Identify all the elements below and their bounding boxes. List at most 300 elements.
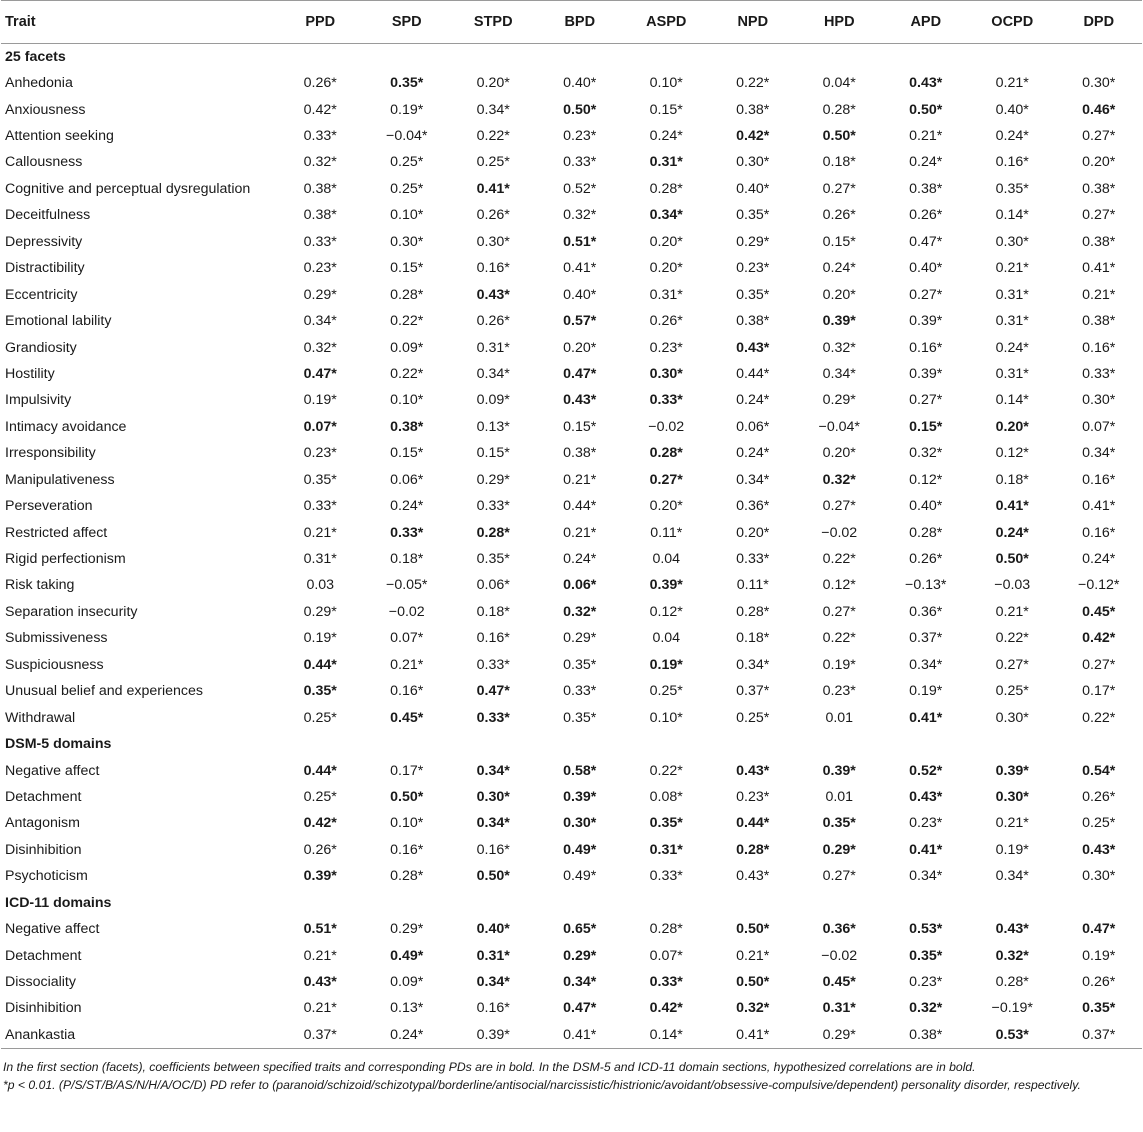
header-bpd: BPD [537,1,624,44]
coefficient-cell: 0.03 [306,577,335,594]
coefficient-cell: 0.13* [476,418,510,435]
coefficient-cell: 0.34* [909,656,943,673]
coefficient-cell: 0.42* [303,101,337,118]
coefficient-cell: 0.35* [303,471,337,488]
coefficient-cell: 0.39* [563,788,597,805]
coefficient-cell: 0.30* [476,788,510,805]
coefficient-cell: 0.41* [995,498,1029,515]
coefficient-cell: 0.41* [710,1022,797,1048]
coefficient-cell: 0.33* [303,498,337,515]
coefficient-cell: 0.28* [909,524,943,541]
coefficient-cell: 0.43* [303,974,337,991]
coefficient-cell: 0.37* [277,1022,364,1048]
coefficient-cell: 0.38* [909,180,943,197]
section-title: 25 facets [5,48,66,65]
coefficient-cell: 0.31* [995,313,1029,330]
coefficient-cell: 0.15* [476,445,510,462]
trait-label: Dissociality [5,974,76,991]
trait-label: Grandiosity [5,339,77,356]
coefficient-cell: 0.16* [1082,471,1116,488]
coefficient-cell: 0.16* [476,260,510,277]
coefficient-cell: 0.24* [995,524,1029,541]
coefficient-cell: 0.27* [995,656,1029,673]
coefficient-cell: 0.16* [909,339,943,356]
coefficient-cell: 0.10* [390,392,424,409]
coefficient-cell: 0.30* [995,233,1029,250]
coefficient-cell: 0.24* [390,498,424,515]
table-row [1,255,1142,281]
coefficient-cell: 0.21* [303,1000,337,1017]
coefficient-cell: −0.02 [821,524,858,541]
coefficient-cell: 0.08* [649,788,683,805]
coefficient-cell: 0.34* [822,365,856,382]
coefficient-cell: 0.32* [303,154,337,171]
section-header-row [1,890,1142,916]
trait-label: Negative affect [5,762,100,779]
coefficient-cell: 0.16* [476,1000,510,1017]
header-aspd: ASPD [623,1,710,44]
coefficient-cell: −0.19* [991,1000,1033,1017]
coefficient-cell: 0.16* [1082,339,1116,356]
coefficient-cell: 0.41* [476,180,510,197]
coefficient-cell: 0.39* [909,365,943,382]
coefficient-cell: 0.23* [563,128,597,145]
coefficient-cell: 0.22* [995,630,1029,647]
coefficient-cell: 0.26* [909,207,943,224]
footnote-line: *p < 0.01. (P/S/ST/B/AS/N/H/A/OC/D) PD refer to (paranoid/schizoid/schizotypal/borderline/antisocial/narcissistic/histrionic/avoidant/obsessive-compulsive/dependent) personality disorder, respectively. [3,1078,1081,1093]
coefficient-cell: 0.26* [303,841,337,858]
coefficient-cell: 0.53* [909,921,943,938]
coefficient-cell: 0.14* [995,392,1029,409]
coefficient-cell: 0.26* [1082,788,1116,805]
coefficient-cell: 0.29* [303,603,337,620]
coefficient-cell: 0.20* [822,286,856,303]
coefficient-cell: 0.19* [303,392,337,409]
coefficient-cell: 0.29* [303,286,337,303]
coefficient-cell: 0.25* [390,180,424,197]
coefficient-cell: 0.10* [390,815,424,832]
coefficient-cell: 0.27* [649,471,683,488]
trait-label: Attention seeking [5,128,114,145]
coefficient-cell: 0.27* [909,392,943,409]
coefficient-cell: 0.18* [995,471,1029,488]
coefficient-cell: 0.32* [563,603,597,620]
coefficient-cell: 0.22* [1082,709,1116,726]
coefficient-cell: 0.29* [476,471,510,488]
coefficient-cell: 0.32* [736,1000,770,1017]
coefficient-cell: 0.41* [563,260,597,277]
coefficient-cell: 0.38* [736,313,770,330]
coefficient-cell: 0.25* [303,788,337,805]
trait-label: Separation insecurity [5,603,138,620]
coefficient-cell: 0.65* [563,921,597,938]
trait-label: Manipulativeness [5,471,115,488]
coefficient-cell: 0.16* [476,630,510,647]
coefficient-cell: 0.29* [390,921,424,938]
coefficient-cell: 0.25* [649,683,683,700]
table-row [1,176,1142,202]
coefficient-cell: 0.01 [825,788,854,805]
table-row [1,229,1142,255]
coefficient-cell: 0.24* [364,1022,451,1048]
coefficient-cell: 0.19* [649,656,683,673]
coefficient-cell: 0.34* [476,101,510,118]
coefficient-cell: 0.43* [995,921,1029,938]
coefficient-cell: 0.40* [909,498,943,515]
header-hpd: HPD [796,1,883,44]
coefficient-cell: 0.16* [1082,524,1116,541]
coefficient-cell: 0.33* [476,498,510,515]
coefficient-cell: 0.20* [563,339,597,356]
coefficient-cell: 0.21* [995,815,1029,832]
coefficient-cell: 0.29* [563,947,597,964]
coefficient-cell: −0.12* [1078,577,1120,594]
coefficient-cell: 0.06* [563,577,597,594]
coefficient-cell: 0.29* [736,233,770,250]
trait-label: Withdrawal [5,709,76,726]
coefficient-cell: 0.20* [1082,154,1116,171]
coefficient-cell: 0.35* [822,815,856,832]
coefficient-cell: 0.40* [563,286,597,303]
coefficient-cell: 0.24* [1082,551,1116,568]
coefficient-cell: 0.15* [909,418,943,435]
coefficient-cell: 0.21* [1082,286,1116,303]
coefficient-cell: 0.49* [563,868,597,885]
table-row [1,784,1142,810]
table-row [1,599,1142,625]
coefficient-cell: −0.03 [994,577,1031,594]
coefficient-cell: 0.25* [995,683,1029,700]
coefficient-cell: 0.53* [969,1022,1056,1048]
coefficient-cell: 0.19* [995,841,1029,858]
coefficient-cell: 0.12* [649,603,683,620]
coefficient-cell: 0.19* [822,656,856,673]
table-row [1,96,1142,122]
coefficient-cell: 0.24* [736,392,770,409]
coefficient-cell: 0.27* [909,286,943,303]
coefficient-cell: 0.32* [909,1000,943,1017]
table-row [1,493,1142,519]
table-row [1,308,1142,334]
trait-label: Callousness [5,154,83,171]
coefficient-cell: 0.04 [652,551,681,568]
coefficient-cell: 0.28* [649,921,683,938]
coefficient-cell: 0.25* [1082,815,1116,832]
coefficient-cell: 0.39* [822,762,856,779]
coefficient-cell: 0.50* [736,921,770,938]
coefficient-cell: 0.12* [995,445,1029,462]
coefficient-cell: 0.21* [303,947,337,964]
coefficient-cell: 0.30* [1082,868,1116,885]
coefficient-cell: 0.04* [822,75,856,92]
coefficient-cell: 0.26* [909,551,943,568]
coefficient-cell: 0.24* [563,551,597,568]
coefficient-cell: 0.37* [1056,1022,1143,1048]
coefficient-cell: 0.21* [736,947,770,964]
trait-label: Detachment [5,788,82,805]
coefficient-cell: 0.25* [736,709,770,726]
trait-label: Cognitive and perceptual dysregulation [5,180,251,197]
coefficient-cell: −0.02 [648,418,685,435]
coefficient-cell: 0.34* [736,471,770,488]
coefficient-cell: 0.35* [909,947,943,964]
coefficient-cell: 0.26* [476,313,510,330]
coefficient-cell: 0.25* [303,709,337,726]
coefficient-cell: 0.23* [649,339,683,356]
coefficient-cell: 0.29* [796,1022,883,1048]
coefficient-cell: 0.28* [822,101,856,118]
coefficient-cell: 0.06* [476,577,510,594]
coefficient-cell: −0.04* [386,128,428,145]
coefficient-cell: 0.41* [909,709,943,726]
coefficient-cell: 0.39* [450,1022,537,1048]
coefficient-cell: 0.43* [736,339,770,356]
coefficient-cell: 0.11* [650,524,683,541]
coefficient-cell: 0.19* [1082,947,1116,964]
coefficient-cell: 0.28* [649,180,683,197]
coefficient-cell: 0.50* [390,788,424,805]
coefficient-cell: 0.38* [1082,233,1116,250]
coefficient-cell: 0.34* [995,868,1029,885]
table-row [1,863,1142,889]
coefficient-cell: 0.50* [909,101,943,118]
coefficient-cell: 0.33* [736,551,770,568]
section-title: ICD-11 domains [5,894,112,911]
coefficient-cell: 0.43* [476,286,510,303]
coefficient-cell: 0.31* [995,365,1029,382]
coefficient-cell: 0.26* [822,207,856,224]
coefficient-cell: 0.34* [303,313,337,330]
trait-label: Eccentricity [5,286,78,303]
coefficient-cell: 0.21* [995,75,1029,92]
header-apd: APD [883,1,970,44]
coefficient-cell: 0.31* [995,286,1029,303]
coefficient-cell: 0.44* [563,498,597,515]
coefficient-cell: 0.27* [822,180,856,197]
coefficient-cell: 0.38* [390,418,424,435]
table-body [1,44,1142,1049]
coefficient-cell: 0.47* [909,233,943,250]
table-row [1,969,1142,995]
trait-label: Negative affect [5,921,100,938]
coefficient-cell: 0.06* [736,418,770,435]
trait-label: Distractibility [5,260,85,277]
coefficient-cell: 0.28* [736,603,770,620]
coefficient-cell: 0.20* [649,233,683,250]
coefficient-cell: 0.34* [476,815,510,832]
table-row [1,678,1142,704]
table-row [1,704,1142,730]
coefficient-cell: 0.51* [563,233,597,250]
coefficient-cell: 0.15* [563,418,597,435]
coefficient-cell: 0.45* [822,974,856,991]
coefficient-cell: 0.15* [649,101,683,118]
trait-label: Submissiveness [5,630,108,647]
coefficient-cell: 0.41* [1082,260,1116,277]
coefficient-cell: −0.05* [386,577,428,594]
coefficient-cell: 0.34* [563,974,597,991]
coefficient-cell: 0.49* [563,841,597,858]
coefficient-cell: 0.41* [1082,498,1116,515]
header-ppd: PPD [277,1,364,44]
table-row [1,757,1142,783]
coefficient-cell: 0.42* [649,1000,683,1017]
trait-label: Perseveration [5,498,93,515]
coefficient-cell: 0.19* [390,101,424,118]
coefficient-cell: 0.15* [390,260,424,277]
coefficient-cell: 0.43* [736,868,770,885]
coefficient-cell: 0.10* [390,207,424,224]
coefficient-cell: 0.32* [822,339,856,356]
coefficient-cell: 0.23* [909,815,943,832]
coefficient-cell: 0.43* [909,75,943,92]
coefficient-cell: 0.21* [303,524,337,541]
coefficient-cell: 0.23* [736,260,770,277]
coefficient-cell: 0.23* [303,445,337,462]
coefficient-cell: 0.52* [563,180,597,197]
table-row [1,837,1142,863]
coefficient-cell: 0.40* [563,75,597,92]
coefficient-cell: 0.47* [476,683,510,700]
coefficient-cell: 0.11* [736,577,769,594]
coefficient-cell: 0.34* [476,974,510,991]
coefficient-cell: 0.15* [822,233,856,250]
coefficient-cell: −0.02 [821,947,858,964]
coefficient-cell: 0.28* [390,286,424,303]
coefficient-cell: 0.20* [995,418,1029,435]
coefficient-cell: 0.30* [649,365,683,382]
trait-label: Depressivity [5,233,83,250]
coefficient-cell: 0.32* [822,471,856,488]
footnote-line: In the first section (facets), coefficients between specified traits and corresponding PDs are in bold. In the DSM-5 and ICD-11 domain sections, hypothesized correlations are in bold. [3,1059,976,1074]
coefficient-cell: 0.33* [649,974,683,991]
coefficient-cell: 0.51* [303,921,337,938]
table-row [1,810,1142,836]
table-row [1,625,1142,651]
coefficient-cell: 0.43* [736,762,770,779]
table-row [1,652,1142,678]
coefficient-cell: 0.25* [390,154,424,171]
coefficient-cell: 0.29* [822,841,856,858]
coefficient-cell: 0.34* [909,868,943,885]
coefficient-cell: 0.20* [649,260,683,277]
coefficient-cell: 0.24* [736,445,770,462]
coefficient-cell: 0.31* [822,1000,856,1017]
coefficient-cell: 0.10* [649,709,683,726]
coefficient-cell: 0.58* [563,762,597,779]
coefficient-cell: 0.50* [563,101,597,118]
coefficient-cell: 0.34* [476,762,510,779]
coefficient-cell: 0.50* [822,128,856,145]
coefficient-cell: 0.47* [1082,921,1116,938]
coefficient-cell: 0.40* [476,921,510,938]
coefficient-cell: 0.33* [649,868,683,885]
section-header-row [1,731,1142,757]
coefficient-cell: 0.41* [537,1022,624,1048]
coefficient-cell: 0.24* [909,154,943,171]
trait-label: Anhedonia [5,75,73,92]
coefficient-cell: 0.47* [563,1000,597,1017]
coefficient-cell: 0.30* [995,709,1029,726]
coefficient-cell: 0.45* [1082,603,1116,620]
coefficient-cell: 0.24* [995,128,1029,145]
coefficient-cell: 0.31* [649,286,683,303]
trait-label: Intimacy avoidance [5,418,127,435]
coefficient-cell: 0.31* [649,154,683,171]
coefficient-cell: 0.16* [476,841,510,858]
table-row [1,942,1142,968]
table-row [1,572,1142,598]
coefficient-cell: 0.30* [736,154,770,171]
coefficient-cell: 0.52* [909,762,943,779]
coefficient-cell: 0.30* [995,788,1029,805]
coefficient-cell: 0.27* [1082,656,1116,673]
header-stpd: STPD [450,1,537,44]
coefficient-cell: 0.36* [736,498,770,515]
trait-label: Disinhibition [5,1000,82,1017]
coefficient-cell: 0.29* [563,630,597,647]
coefficient-cell: 0.04 [652,630,681,647]
coefficient-cell: 0.35* [995,180,1029,197]
coefficient-cell: 0.21* [563,471,597,488]
trait-label: Emotional lability [5,313,112,330]
coefficient-cell: 0.39* [822,313,856,330]
coefficient-cell: 0.13* [390,1000,424,1017]
trait-label: Restricted affect [5,524,108,541]
coefficient-cell: 0.33* [563,683,597,700]
coefficient-cell: 0.07* [649,947,683,964]
coefficient-cell: 0.45* [390,709,424,726]
coefficient-cell: 0.26* [476,207,510,224]
table-row [1,281,1142,307]
coefficient-cell: 0.30* [476,233,510,250]
coefficient-cell: 0.22* [476,128,510,145]
header-ocpd: OCPD [969,1,1056,44]
table-row [1,440,1142,466]
coefficient-cell: 0.17* [390,762,424,779]
coefficient-cell: 0.06* [390,471,424,488]
trait-label: Anxiousness [5,101,86,118]
coefficient-cell: 0.37* [736,683,770,700]
table-row [1,1022,1142,1048]
coefficient-cell: 0.40* [995,101,1029,118]
table-footnote [0,1049,1143,1095]
trait-label: Suspiciousness [5,656,104,673]
table-row [1,361,1142,387]
coefficient-cell: 0.38* [563,445,597,462]
coefficient-cell: 0.19* [909,683,943,700]
coefficient-cell: 0.49* [390,947,424,964]
coefficient-cell: 0.57* [563,313,597,330]
coefficient-cell: 0.37* [909,630,943,647]
coefficient-cell: 0.38* [303,180,337,197]
coefficient-cell: 0.14* [623,1022,710,1048]
coefficient-cell: 0.21* [995,260,1029,277]
coefficient-cell: 0.23* [736,788,770,805]
coefficient-cell: 0.39* [303,868,337,885]
trait-label: Deceitfulness [5,207,91,224]
coefficient-cell: 0.44* [736,365,770,382]
table-row [1,123,1142,149]
coefficient-cell: 0.40* [736,180,770,197]
coefficient-cell: 0.34* [476,365,510,382]
coefficient-cell: 0.50* [476,868,510,885]
trait-label: Risk taking [5,577,75,594]
coefficient-cell: 0.38* [1082,313,1116,330]
coefficient-cell: 0.33* [476,656,510,673]
coefficient-cell: 0.32* [563,207,597,224]
coefficient-cell: 0.36* [822,921,856,938]
